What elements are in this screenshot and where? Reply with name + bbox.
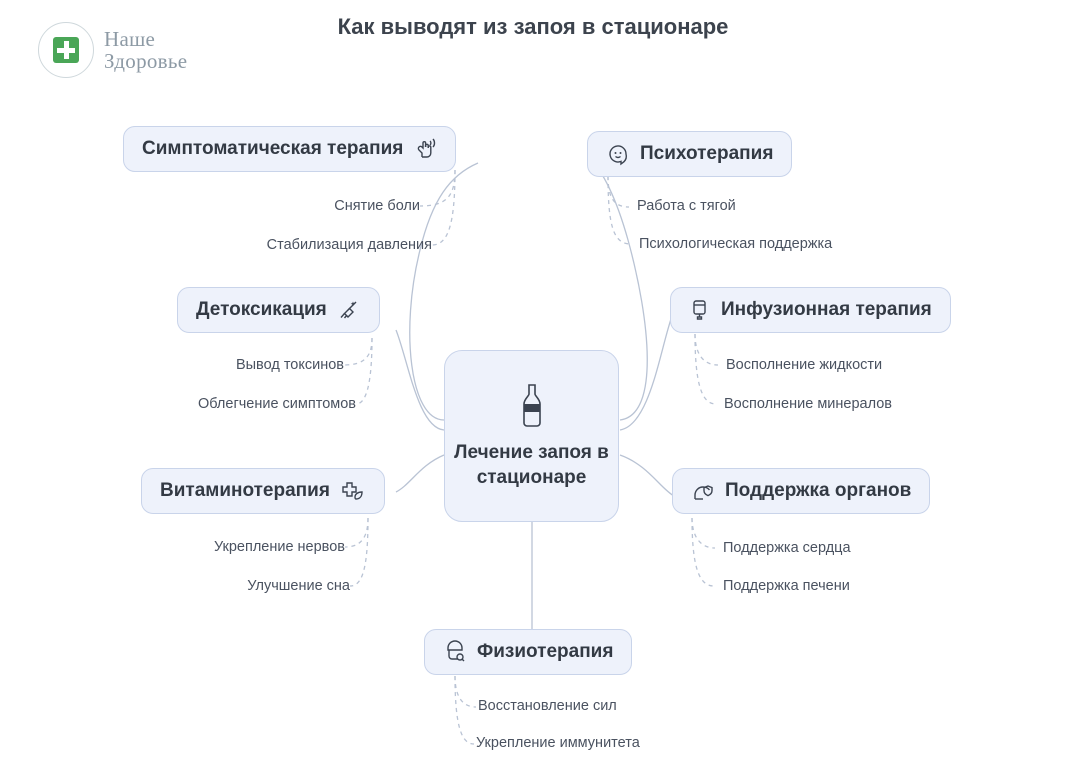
head-face-icon: [606, 142, 630, 166]
node-infuzionnaya-terapiya[interactable]: [670, 287, 951, 333]
center-label: Лечение запоя в стационаре: [454, 441, 609, 488]
node-fizioterapiya[interactable]: [424, 629, 632, 675]
hand-pulse-icon: [413, 137, 437, 161]
node-label: Поддержка органов: [725, 480, 912, 501]
device-icon: [443, 640, 467, 664]
sub-label: Снятие боли: [334, 198, 420, 214]
node-psihoterapiya[interactable]: [587, 131, 792, 177]
center-node[interactable]: [444, 350, 619, 522]
node-detoksikaciya[interactable]: [177, 287, 380, 333]
brand-line-2: Здоровье: [104, 49, 188, 73]
sub-label: Укрепление иммунитета: [476, 735, 640, 751]
sub-label: Восполнение жидкости: [726, 357, 883, 373]
sub-label: Восполнение минералов: [724, 396, 892, 412]
brand-name: [104, 28, 187, 72]
sub-label: Улучшение сна: [247, 578, 350, 594]
sub-label: Поддержка сердца: [723, 540, 851, 556]
sub-label: Работа с тягой: [637, 198, 736, 214]
broom-icon: [337, 298, 361, 322]
node-label: Инфузионная терапия: [721, 299, 932, 320]
node-podderzhka-organov[interactable]: [672, 468, 930, 514]
node-vitaminoterapiya[interactable]: [141, 468, 385, 514]
bottle-icon: [519, 382, 545, 433]
node-simptomaticheskaya-terapiya[interactable]: [123, 126, 456, 172]
medical-cross-icon: [53, 37, 79, 63]
sub-label: Облегчение симптомов: [197, 396, 356, 412]
sub-label: Психологическая поддержка: [639, 236, 833, 252]
sub-label: Укрепление нервов: [213, 539, 345, 555]
sub-label: Поддержка печени: [723, 578, 850, 594]
page-title: Как выводят из запоя в стационаре: [337, 14, 729, 39]
sub-label: Восстановление сил: [478, 698, 617, 714]
brand-logo: [38, 22, 187, 78]
node-label: Витаминотерапия: [160, 480, 330, 501]
logo-circle-icon: [38, 22, 94, 78]
sub-label: Вывод токсинов: [235, 357, 344, 373]
node-label: Психотерапия: [640, 143, 774, 164]
brand-line-1: Наше: [104, 26, 156, 51]
sub-label: Стабилизация давления: [266, 237, 432, 253]
node-label: Физиотерапия: [477, 641, 614, 662]
iv-drip-icon: [689, 298, 711, 322]
head-shield-icon: [691, 479, 715, 503]
cross-leaf-icon: [340, 479, 366, 503]
node-label: Симптоматическая терапия: [142, 138, 404, 159]
node-label: Детоксикация: [196, 299, 327, 320]
